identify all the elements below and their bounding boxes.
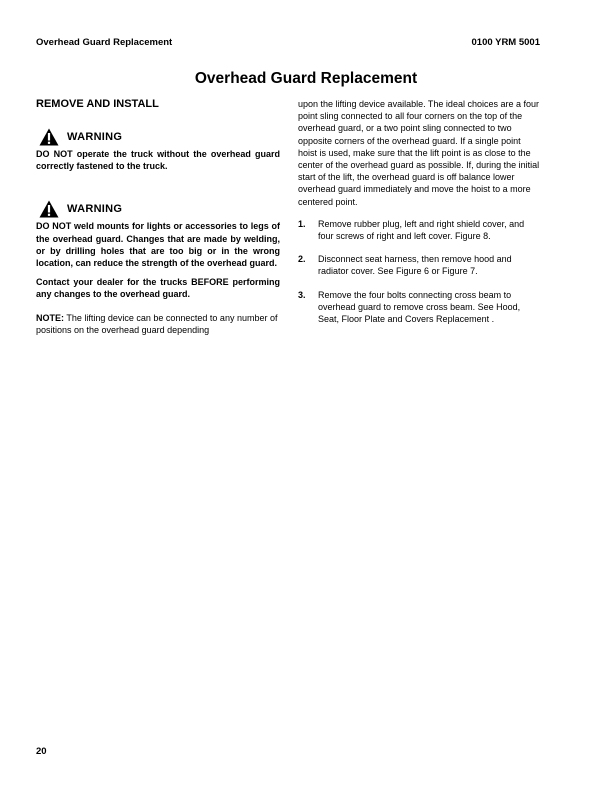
note-label: NOTE: xyxy=(36,312,64,323)
right-column xyxy=(298,98,541,336)
step-text: Remove rubber plug, left and right shield cover, and four screws of right and left cover. Figure 8. xyxy=(318,218,525,242)
contact-dealer-text: Contact your dealer for the trucks BEFORE performing any changes to the overhead guard. xyxy=(36,277,280,300)
running-header-doc-number: 0100 YRM 5001 xyxy=(471,37,540,48)
step-number: 1. xyxy=(298,218,306,229)
procedure-steps xyxy=(298,218,541,325)
warning-block-1 xyxy=(36,128,280,172)
step-text: Remove the four bolts connecting cross beam to overhead guard to remove cross beam. See Hood, Seat, Floor Plate and Covers Replacement . xyxy=(318,289,521,325)
left-column xyxy=(36,98,280,336)
warning-label: WARNING xyxy=(67,131,123,143)
warning-label: WARNING xyxy=(67,203,123,216)
step-text: Disconnect seat harness, then remove hood and radiator cover. See Figure 6 or Figure 7. xyxy=(318,254,512,277)
procedure-step xyxy=(298,218,541,242)
warning-triangle-icon xyxy=(39,200,59,218)
note-continued-text: upon the lifting device available. The ideal choices are a four point sling connected to all four corners on the top of the overhead guard, or a two point sling connected to two opposite corners of the overhead guard. If a single point hoist is used, make sure that the lift point is as close to the center of the overhead guard as possible. If, during the initial start of the lift, the overhead guard is off balance lower overhead guard immediately and move the hoist to a more centered point. xyxy=(298,99,540,207)
warning-text: DO NOT weld mounts for lights or accessories to legs of the overhead guard. Changes that are made by welding, or by drilling holes that are too big or in the wrong location, can reduce the strength of the overhead guard. xyxy=(36,221,280,269)
note-text: The lifting device can be connected to any number of positions on the overhead guard depending xyxy=(36,312,278,335)
section-heading: REMOVE AND INSTALL xyxy=(36,98,159,110)
warning-block-2 xyxy=(36,200,280,269)
page-title: Overhead Guard Replacement xyxy=(194,70,418,87)
warning-triangle-icon xyxy=(39,128,59,146)
step-number: 2. xyxy=(298,254,306,265)
page-number: 20 xyxy=(36,746,47,757)
note-paragraph xyxy=(36,312,280,336)
step-number: 3. xyxy=(298,289,306,300)
procedure-step xyxy=(298,253,541,277)
running-header-title: Overhead Guard Replacement xyxy=(36,37,173,48)
warning-text: DO NOT operate the truck without the overhead guard correctly fastened to the truck. xyxy=(36,149,280,172)
procedure-step xyxy=(298,289,541,326)
